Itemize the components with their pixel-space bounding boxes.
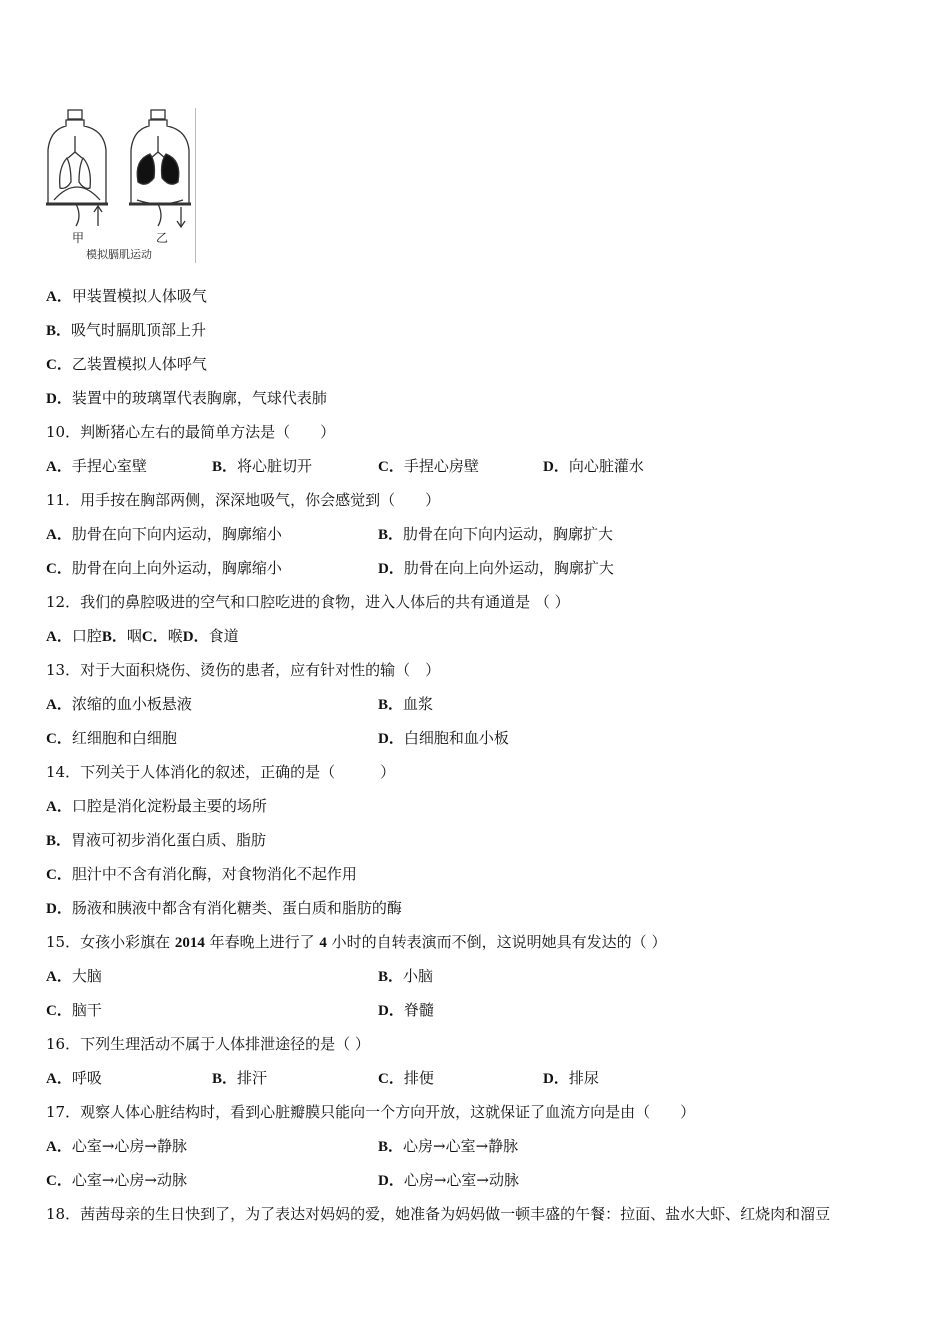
q18-stem: 18．茜茜母亲的生日快到了，为了表达对妈妈的爱，她准备为妈妈做一顿丰盛的午餐：拉面、盐水大虾、红烧肉和溜豆 [46,1205,831,1223]
q16-option-a: A．呼吸 [46,1069,102,1087]
q14-option-d: D．肠液和胰液中都含有消化糖类、蛋白质和脂肪的酶 [46,899,402,917]
q9-option-a: A．甲装置模拟人体吸气 [46,287,207,305]
jar-right [129,110,191,227]
q11-option-b: B．肋骨在向下向内运动，胸廓扩大 [378,525,614,543]
q13-option-d: D．白细胞和血小板 [378,729,509,747]
q17-option-a: A．心室→心房→静脉 [46,1137,187,1155]
q10-option-b: B．将心脏切开 [212,457,313,475]
jar-left [46,110,108,226]
q16-stem: 16．下列生理活动不属于人体排泄途径的是（ ） [46,1035,370,1053]
q17-option-b: B．心房→心室→静脉 [378,1137,519,1155]
q14-option-c: C．胆汁中不含有消化酶，对食物消化不起作用 [46,865,357,883]
q17-option-c: C．心室→心房→动脉 [46,1171,187,1189]
q11-stem: 11．用手按在胸部两侧，深深地吸气，你会感觉到（ ） [46,491,441,509]
q16-option-b: B．排汗 [212,1069,268,1087]
q14-option-a: A．口腔是消化淀粉最主要的场所 [46,797,267,815]
q14-option-b: B．胃液可初步消化蛋白质、脂肪 [46,831,267,849]
q12-stem: 12．我们的鼻腔吸进的空气和口腔吃进的食物，进入人体后的共有通道是 （ ） [46,593,570,611]
q17-stem: 17．观察人体心脏结构时，看到心脏瓣膜只能向一个方向开放，这就保证了血流方向是由（ ） [46,1103,696,1121]
q10-option-a: A．手捏心室壁 [46,457,147,475]
q13-option-c: C．红细胞和白细胞 [46,729,177,747]
q15-option-b: B．小脑 [378,967,434,985]
bell-jar-diagram [46,108,196,263]
q17-option-d: D．心房→心室→动脉 [378,1171,519,1189]
q14-stem: 14．下列关于人体消化的叙述，正确的是（ ） [46,763,396,781]
q15-option-a: A．大脑 [46,967,102,985]
q9-option-b: B．吸气时膈肌顶部上升 [46,321,207,339]
q11-option-a: A．肋骨在向下向内运动，胸廓缩小 [46,525,282,543]
q15-option-d: D．脊髓 [378,1001,434,1019]
label-jia: 甲 [72,231,85,245]
figure-border [195,108,196,263]
q15-stem: 15．女孩小彩旗在 2014 年春晚上进行了 4 小时的自转表演而不倒，这说明她具有发达的（ ） [46,933,667,951]
q16-option-c: C．排便 [378,1069,434,1087]
diaphragm-model-figure [46,108,196,263]
q15-option-c: C．脑干 [46,1001,102,1019]
q13-option-b: B．血浆 [378,695,434,713]
q10-option-d: D．向心脏灌水 [543,457,644,475]
q10-option-c: C．手捏心房壁 [378,457,479,475]
label-yi: 乙 [156,231,169,245]
q13-option-a: A．浓缩的血小板悬液 [46,695,192,713]
q10-stem: 10．判断猪心左右的最简单方法是（ ） [46,423,336,441]
figure-caption: 模拟膈肌运动 [86,248,152,261]
q12-options: A．口腔B．咽C．喉D．食道 [46,627,239,645]
q16-option-d: D．排尿 [543,1069,599,1087]
q9-option-d: D．装置中的玻璃罩代表胸廓，气球代表肺 [46,389,327,407]
q13-stem: 13．对于大面积烧伤、烫伤的患者，应有针对性的输（ ） [46,661,441,679]
q9-option-c: C．乙装置模拟人体呼气 [46,355,207,373]
q11-option-d: D．肋骨在向上向外运动，胸廓扩大 [378,559,614,577]
q11-option-c: C．肋骨在向上向外运动，胸廓缩小 [46,559,282,577]
